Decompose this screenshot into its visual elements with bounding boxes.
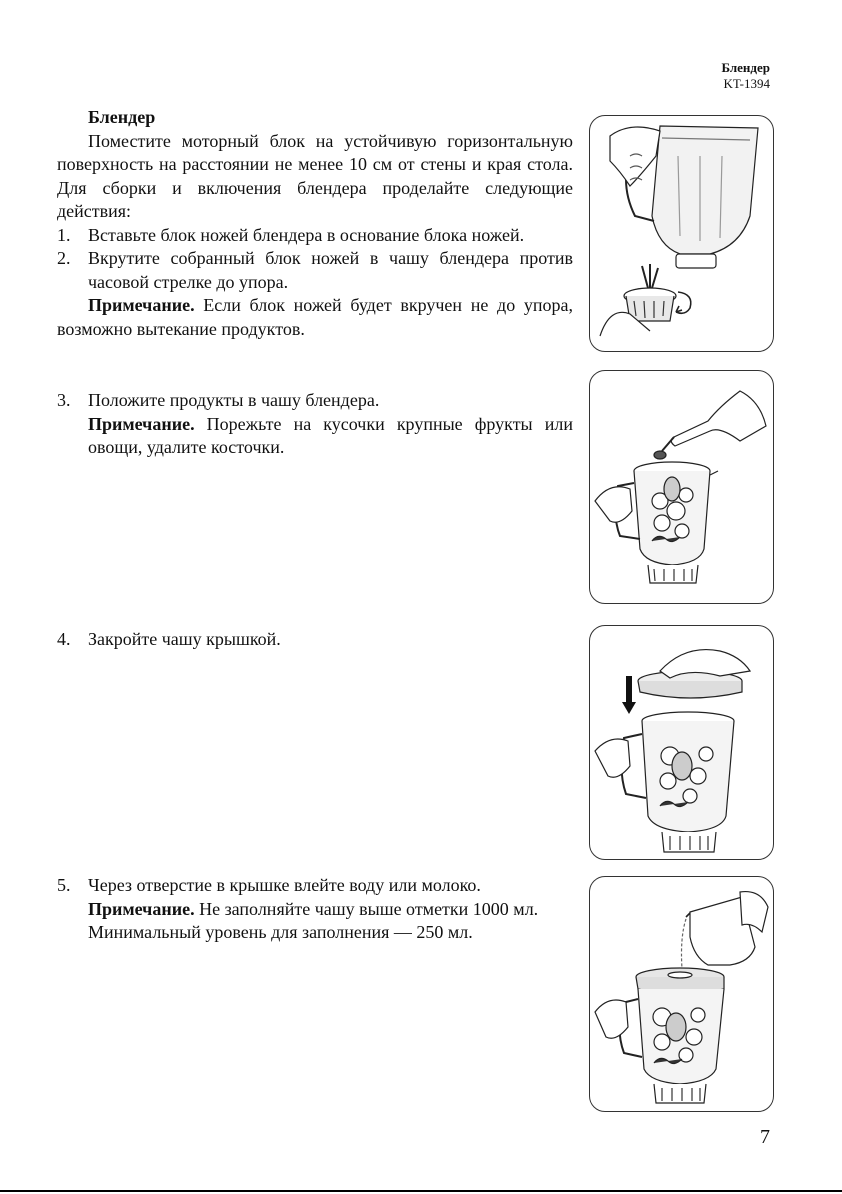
step-number: 1.	[57, 224, 71, 245]
step-5-note	[57, 898, 573, 922]
note-text: Если блок ножей будет вкручен не до упора, возможно вытекание продуктов.	[57, 295, 573, 339]
note-text: Порежьте на кусочки крупные фрукты или овощи, удалите косточки.	[88, 413, 573, 457]
step-number: 2.	[57, 248, 71, 268]
header-title: Блендер	[721, 60, 770, 75]
step-2	[57, 247, 573, 294]
intro-paragraph: Поместите моторный блок на устойчивую горизонтальную поверхность на расстоянии не менее 10 см от стены и края стола. Для сборки и включения блендера проделайте следующие действия:	[57, 130, 573, 221]
step-3-note	[57, 413, 573, 460]
step-text: Закройте чашу крышкой.	[88, 629, 281, 649]
section-step-5	[57, 874, 573, 945]
step-4	[57, 628, 573, 652]
note-label: Примечание.	[88, 413, 195, 434]
step-5	[57, 874, 573, 898]
section-step-4	[57, 628, 573, 652]
section-step-3	[57, 389, 573, 460]
step-number: 3.	[57, 390, 71, 410]
step-text: Вкрутите собранный блок ножей в чашу блендера против часовой стрелке до упора.	[88, 248, 573, 292]
step-3	[57, 389, 573, 413]
note-label: Примечание.	[88, 295, 195, 315]
page-number: 7	[760, 1126, 770, 1148]
bottom-rule	[0, 1190, 842, 1192]
step-2-note	[57, 294, 573, 341]
step-text: Через отверстие в крышке влейте воду или молоко.	[88, 875, 481, 895]
figure-blade-assembly	[589, 115, 774, 352]
note-label: Примечание.	[88, 898, 195, 919]
step-1	[57, 224, 573, 248]
figure-closing-lid	[589, 625, 774, 860]
step-number: 4.	[57, 629, 71, 649]
section-title: Блендер	[88, 107, 156, 127]
header-model: KT-1394	[723, 76, 770, 91]
step-5-extra: Минимальный уровень для заполнения — 250 мл.	[88, 922, 473, 942]
step-text: Положите продукты в чашу блендера.	[88, 390, 380, 410]
step-number: 5.	[57, 875, 71, 895]
figure-pouring-liquid	[589, 876, 774, 1112]
step-text: Вставьте блок ножей блендера в основание блока ножей.	[88, 224, 525, 245]
running-header	[721, 60, 770, 92]
section-assembly	[57, 106, 573, 341]
note-text: Не заполняйте чашу выше отметки 1000 мл.	[194, 898, 539, 919]
figure-adding-food	[589, 370, 774, 604]
